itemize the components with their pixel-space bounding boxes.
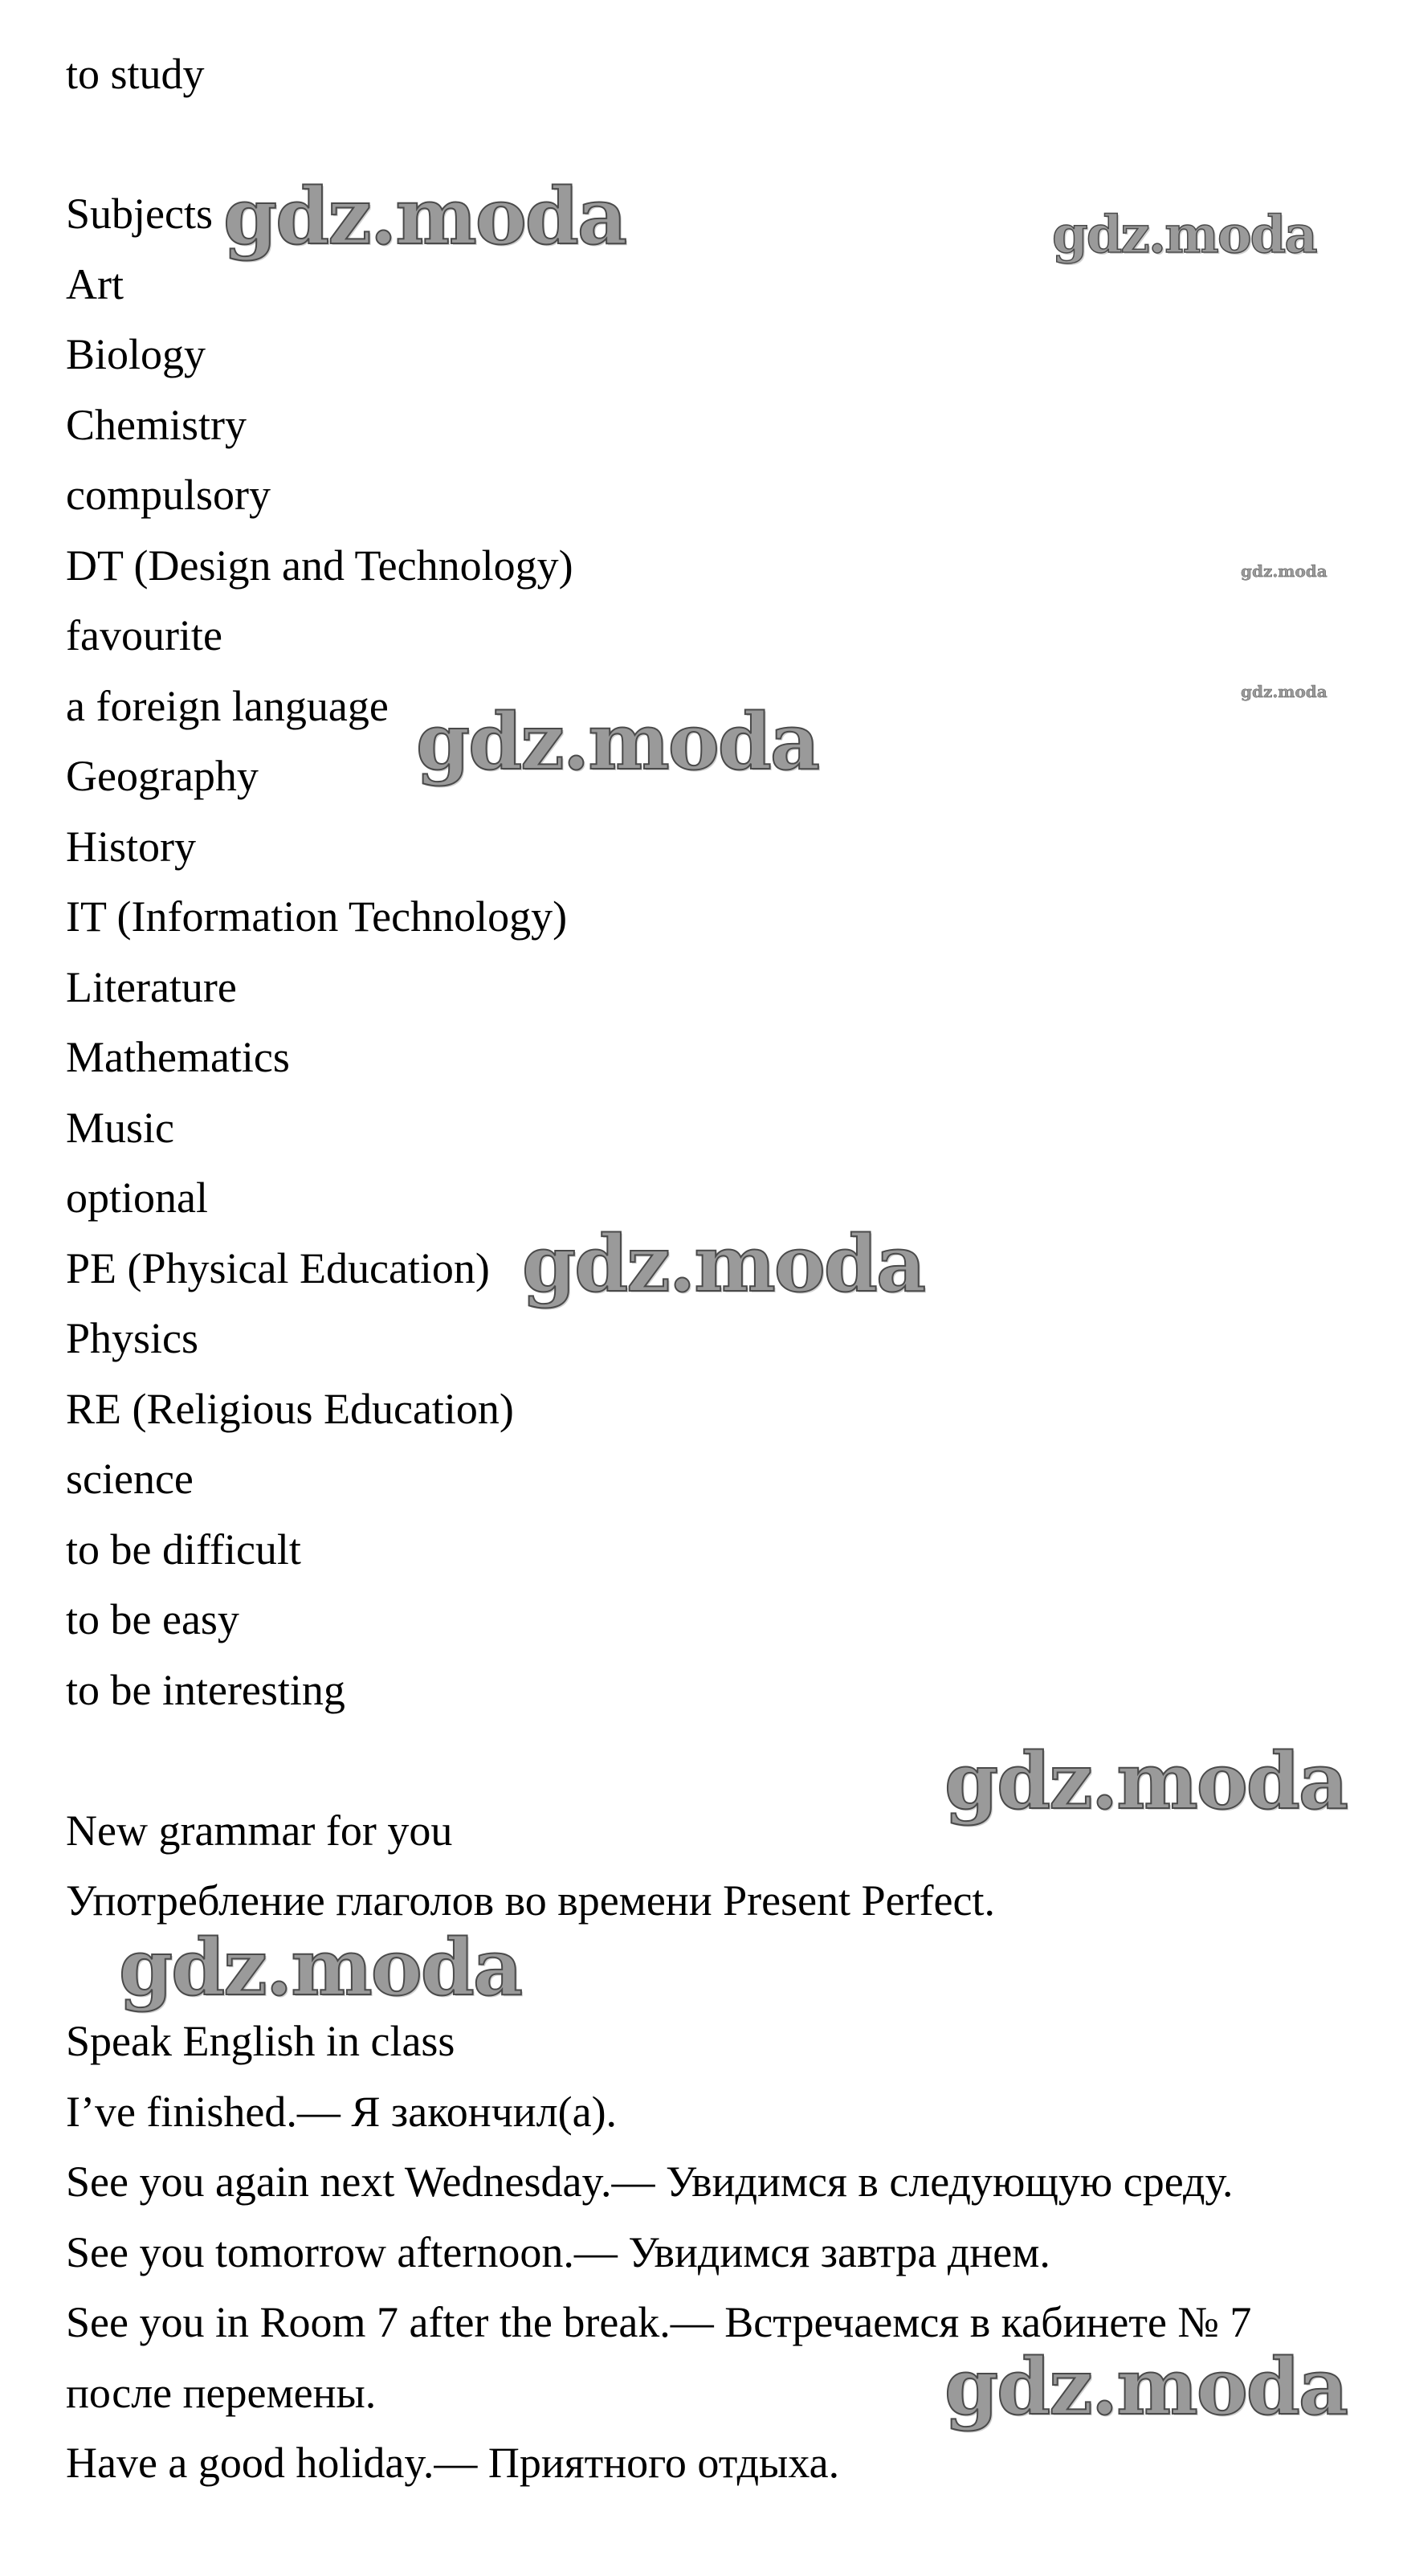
text-line: Biology — [66, 330, 206, 378]
text-line: See you again next Wednesday.— Увидимся в следующую среду. — [66, 2158, 1234, 2206]
text-line: Literature — [66, 963, 237, 1011]
text-line: science — [66, 1455, 194, 1503]
text-line: a foreign language — [66, 682, 389, 730]
text-line: Subjects — [66, 190, 213, 238]
text-line: Have a good holiday.— Приятного отдыха. — [66, 2439, 840, 2487]
text-line: Art — [66, 260, 124, 308]
text-line: Geography — [66, 752, 259, 800]
text-line: Mathematics — [66, 1033, 290, 1081]
text-line: Music — [66, 1104, 174, 1152]
text-line: See you tomorrow afternoon.— Увидимся завтра днем. — [66, 2228, 1050, 2276]
text-line: compulsory — [66, 471, 271, 519]
text-line: Speak English in class — [66, 2017, 455, 2065]
watermark-logo: gdz.moda — [223, 171, 626, 262]
watermark-logo: gdz.moda — [1241, 682, 1327, 701]
text-line: to be easy — [66, 1595, 239, 1643]
text-line: после перемены. — [66, 2369, 377, 2417]
watermark-logo: gdz.moda — [522, 1219, 925, 1309]
text-line: to be interesting — [66, 1666, 345, 1714]
text-line: Chemistry — [66, 401, 247, 449]
text-line: Physics — [66, 1314, 199, 1362]
text-line: History — [66, 823, 196, 871]
text-line: to be difficult — [66, 1525, 301, 1574]
text-line: PE (Physical Education) — [66, 1244, 490, 1292]
watermark-logo: gdz.moda — [1052, 205, 1316, 265]
watermark-logo: gdz.moda — [944, 1736, 1348, 1827]
watermark-logo: gdz.moda — [119, 1922, 522, 2013]
text-line: I’ve finished.— Я закончил(а). — [66, 2088, 618, 2136]
text-line: to study — [66, 50, 205, 98]
text-line: New grammar for you — [66, 1806, 453, 1855]
text-line: See you in Room 7 after the break.— Встречаемся в кабинете № 7 — [66, 2298, 1252, 2346]
watermark-logo: gdz.moda — [1241, 561, 1327, 581]
text-line: favourite — [66, 611, 222, 659]
text-line: IT (Information Technology) — [66, 892, 568, 941]
watermark-logo: gdz.moda — [416, 696, 819, 787]
watermark-logo: gdz.moda — [944, 2341, 1348, 2432]
text-line: RE (Religious Education) — [66, 1385, 514, 1433]
text-line: optional — [66, 1174, 208, 1222]
text-line: Употребление глаголов во времени Present Perfect. — [66, 1876, 995, 1925]
text-line: DT (Design and Technology) — [66, 541, 573, 590]
